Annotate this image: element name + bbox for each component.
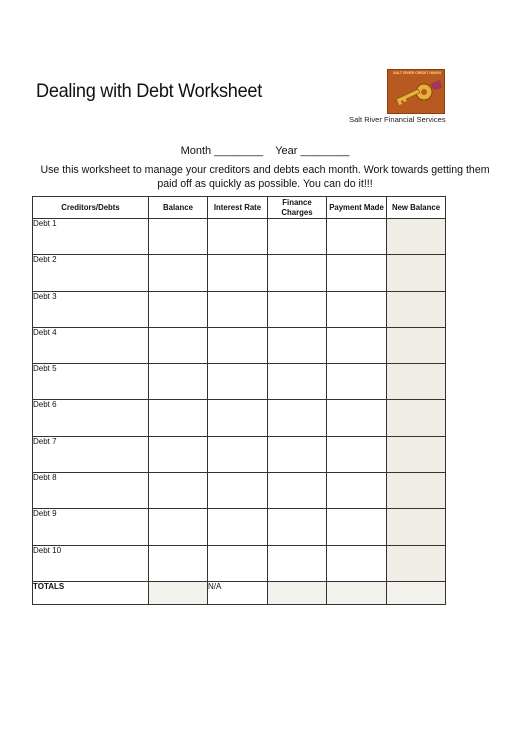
new-balance-cell bbox=[387, 219, 446, 255]
debt-table bbox=[32, 196, 446, 605]
balance-cell[interactable] bbox=[149, 255, 208, 291]
new-balance-cell bbox=[387, 509, 446, 545]
balance-cell[interactable] bbox=[149, 509, 208, 545]
payment-made-cell[interactable] bbox=[327, 291, 387, 327]
finance-charges-cell[interactable] bbox=[268, 436, 327, 472]
debt-label: Debt 6 bbox=[33, 400, 149, 436]
interest-rate-cell[interactable] bbox=[208, 327, 268, 363]
table-header-row bbox=[33, 197, 446, 219]
interest-rate-cell[interactable] bbox=[208, 400, 268, 436]
debt-label: Debt 4 bbox=[33, 327, 149, 363]
finance-charges-cell[interactable] bbox=[268, 364, 327, 400]
balance-cell[interactable] bbox=[149, 291, 208, 327]
balance-cell[interactable] bbox=[149, 219, 208, 255]
new-balance-cell bbox=[387, 364, 446, 400]
finance-charges-cell[interactable] bbox=[268, 473, 327, 509]
credit-union-logo bbox=[387, 69, 445, 114]
finance-charges-cell[interactable] bbox=[268, 219, 327, 255]
debt-label: Debt 1 bbox=[33, 219, 149, 255]
balance-cell[interactable] bbox=[149, 473, 208, 509]
payment-made-cell[interactable] bbox=[327, 545, 387, 581]
finance-charges-cell[interactable] bbox=[268, 255, 327, 291]
table-row bbox=[33, 327, 446, 363]
new-balance-cell bbox=[387, 436, 446, 472]
finance-charges-cell[interactable] bbox=[268, 400, 327, 436]
balance-header: Balance bbox=[149, 197, 208, 219]
finance-charges-cell[interactable] bbox=[268, 509, 327, 545]
debt-label: Debt 10 bbox=[33, 545, 149, 581]
finance-charges-cell[interactable] bbox=[268, 327, 327, 363]
month-label: Month bbox=[180, 145, 212, 157]
interest-rate-cell[interactable] bbox=[208, 436, 268, 472]
totals-balance-cell bbox=[149, 581, 208, 604]
creditors-header: Creditors/Debts bbox=[33, 197, 149, 219]
totals-payment-made-cell bbox=[327, 581, 387, 604]
balance-cell[interactable] bbox=[149, 327, 208, 363]
payment-made-cell[interactable] bbox=[327, 327, 387, 363]
interest-rate-cell[interactable] bbox=[208, 545, 268, 581]
logo-text: SALT RIVER CREDIT UNION bbox=[392, 71, 442, 75]
month-field[interactable]: ________ bbox=[214, 145, 264, 157]
table-row bbox=[33, 255, 446, 291]
interest-rate-header: Interest Rate bbox=[208, 197, 268, 219]
debt-label: Debt 2 bbox=[33, 255, 149, 291]
table-row bbox=[33, 364, 446, 400]
debt-label: Debt 7 bbox=[33, 436, 149, 472]
worksheet-title: Dealing with Debt Worksheet bbox=[36, 80, 262, 102]
totals-interest-cell: N/A bbox=[208, 581, 268, 604]
year-field[interactable]: ________ bbox=[300, 145, 350, 157]
payment-made-cell[interactable] bbox=[327, 255, 387, 291]
new-balance-cell bbox=[387, 291, 446, 327]
payment-made-cell[interactable] bbox=[327, 473, 387, 509]
totals-new-balance-cell bbox=[387, 581, 446, 604]
finance-charges-header: Finance Charges bbox=[268, 197, 327, 219]
payment-made-cell[interactable] bbox=[327, 436, 387, 472]
new-balance-cell bbox=[387, 545, 446, 581]
debt-label: Debt 3 bbox=[33, 291, 149, 327]
finance-charges-cell[interactable] bbox=[268, 545, 327, 581]
key-icon bbox=[388, 70, 445, 114]
payment-made-cell[interactable] bbox=[327, 509, 387, 545]
interest-rate-cell[interactable] bbox=[208, 255, 268, 291]
interest-rate-cell[interactable] bbox=[208, 473, 268, 509]
organization-name: Salt River Financial Services bbox=[349, 115, 446, 124]
debt-label: Debt 5 bbox=[33, 364, 149, 400]
new-balance-cell bbox=[387, 473, 446, 509]
new-balance-cell bbox=[387, 400, 446, 436]
debt-label: Debt 8 bbox=[33, 473, 149, 509]
table-row bbox=[33, 219, 446, 255]
new-balance-cell bbox=[387, 255, 446, 291]
interest-rate-cell[interactable] bbox=[208, 291, 268, 327]
finance-charges-cell[interactable] bbox=[268, 291, 327, 327]
interest-rate-cell[interactable] bbox=[208, 509, 268, 545]
table-row bbox=[33, 400, 446, 436]
payment-made-header: Payment Made bbox=[327, 197, 387, 219]
interest-rate-cell[interactable] bbox=[208, 219, 268, 255]
interest-rate-cell[interactable] bbox=[208, 364, 268, 400]
payment-made-cell[interactable] bbox=[327, 364, 387, 400]
totals-finance-charges-cell bbox=[268, 581, 327, 604]
table-row bbox=[33, 545, 446, 581]
totals-row bbox=[33, 581, 446, 604]
table-row bbox=[33, 509, 446, 545]
table-row bbox=[33, 291, 446, 327]
year-label: Year bbox=[275, 145, 298, 157]
instructions-text: Use this worksheet to manage your creditors and debts each month. Work towards getting them paid off as quickly as possible. You can do it!!! bbox=[40, 164, 490, 190]
new-balance-cell bbox=[387, 327, 446, 363]
period-line bbox=[0, 145, 530, 157]
table-row bbox=[33, 436, 446, 472]
totals-label: TOTALS bbox=[33, 581, 149, 604]
new-balance-header: New Balance bbox=[387, 197, 446, 219]
table-row bbox=[33, 473, 446, 509]
balance-cell[interactable] bbox=[149, 400, 208, 436]
payment-made-cell[interactable] bbox=[327, 219, 387, 255]
balance-cell[interactable] bbox=[149, 436, 208, 472]
balance-cell[interactable] bbox=[149, 364, 208, 400]
debt-label: Debt 9 bbox=[33, 509, 149, 545]
payment-made-cell[interactable] bbox=[327, 400, 387, 436]
balance-cell[interactable] bbox=[149, 545, 208, 581]
